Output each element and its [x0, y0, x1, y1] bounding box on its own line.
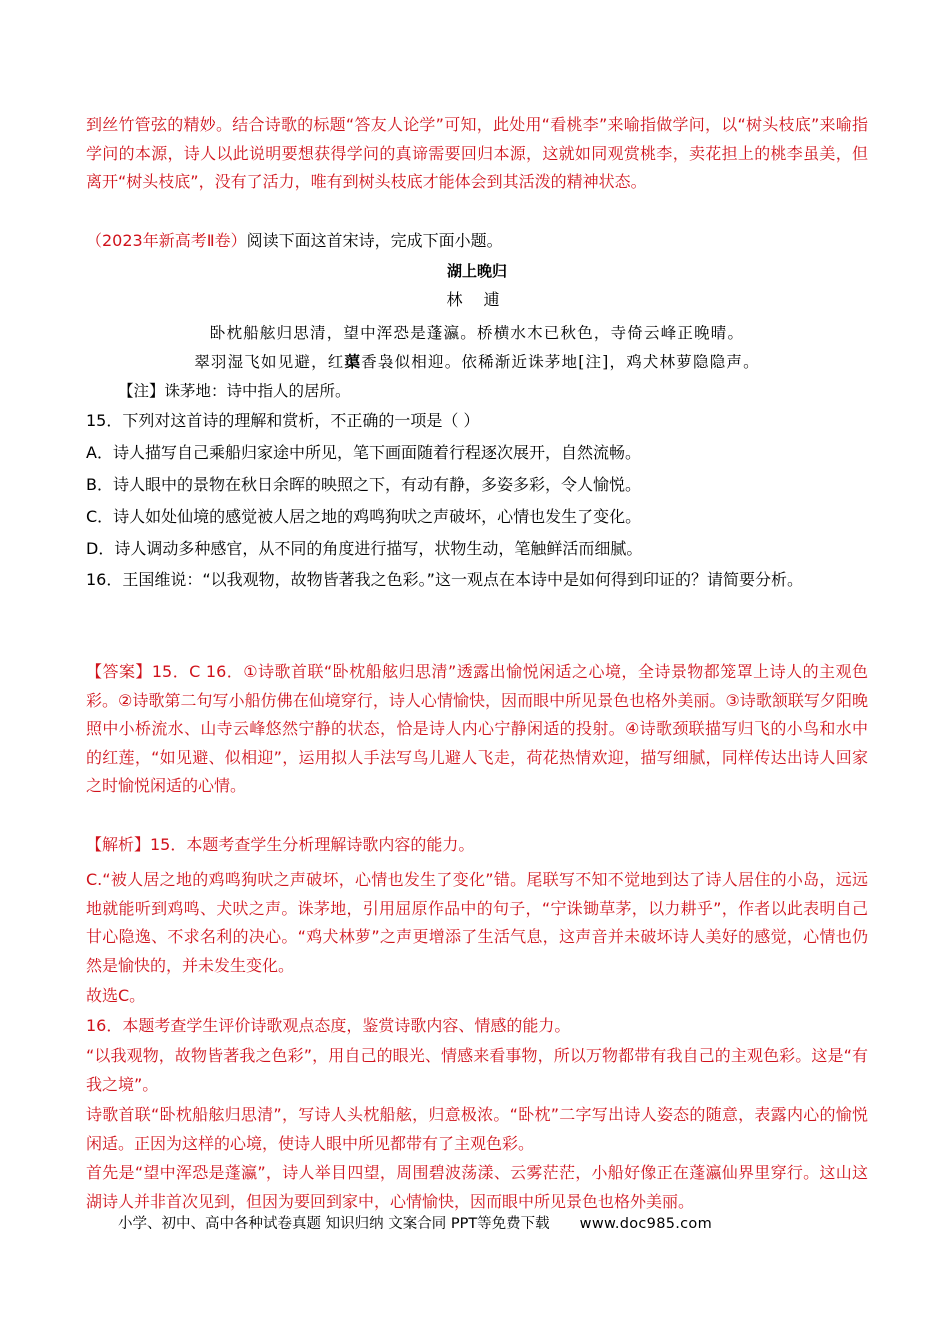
poem-title: 湖上晚归	[446, 262, 507, 280]
analysis-q16-title: 16．本题考查学生评价诗歌观点态度，鉴赏诗歌内容、情感的能力。	[86, 1016, 571, 1035]
poem-line-1: 卧枕船舷归思清，望中浑恐是蓬瀛。桥横水木已秋色，寺倚云峰正晚晴。	[209, 324, 745, 342]
poem-line-2-part-b: 香袅似相迎。依稀渐近诛茅地[注]，鸡犬林萝隐隐声。	[361, 353, 760, 371]
question-instruction: 阅读下面这首宋诗，完成下面小题。	[246, 231, 503, 250]
poem-note: 【注】诛茅地：诗中指人的居所。	[118, 382, 351, 400]
question-source: （2023年新高考Ⅱ卷）	[86, 231, 247, 250]
poem-line-2-part-a: 翠羽湿飞如见避，红	[194, 353, 345, 371]
intro-paragraph: 到丝竹管弦的精妙。结合诗歌的标题“答友人论学”可知，此处用“看桃李”来喻指做学问，以“树头枝底”来喻指学问的本源，诗人以此说明要想获得学问的真谛需要回归本源，这就如同观赏桃李，卖花担上的桃李虽美，但离开“树头枝底”，没有了活力，唯有到树头枝底才能体会到其活泼的精神状态。	[86, 115, 868, 191]
page-footer	[118, 1212, 712, 1233]
q15-option-a: A．诗人描写自己乘船归家途中所见，笔下画面随着行程逐次展开，自然流畅。	[86, 443, 641, 462]
analysis-label-line	[86, 831, 868, 860]
q16-stem: 16．王国维说：“以我观物，故物皆著我之色彩。”这一观点在本诗中是如何得到印证的？请简要分析。	[86, 570, 803, 589]
footer-text: 小学、初中、高中各种试卷真题 知识归纳 文案合同 PPT等免费下载	[118, 1216, 550, 1232]
analysis-q16-p3: 首先是“望中浑恐是蓬瀛”，诗人举目四望，周围碧波荡漾、云雾茫茫，小船好像正在蓬瀛仙界里穿行。这山这湖诗人并非首次见到，但因为要回到家中，心情愉快，因而眼中所见景色也格外美丽。	[86, 1163, 868, 1211]
question-header	[86, 227, 868, 256]
analysis-q15-title: 本题考查学生分析理解诗歌内容的能力。	[186, 835, 475, 854]
analysis-label: 【解析】15．	[86, 835, 187, 854]
poem-line-2	[86, 348, 868, 377]
poem-line-2-bold-char: 蕖	[344, 352, 362, 371]
analysis-q15-text: C.“被人居之地的鸡鸣狗吠之声破坏，心情也发生了变化”错。尾联写不知不觉地到达了诗人居住的小岛，远远地就能听到鸡鸣、犬吠之声。诛茅地，引用屈原作品中的句子，“宁诛锄草茅，以力耕乎”，作者以此表明自己甘心隐逸、不求名利的决心。“鸡犬林萝”之声更增添了生活气息，这声音并未破坏诗人美好的感觉，心情也仍然是愉快的，并未发生变化。	[86, 870, 868, 975]
poem-author: 林 逋	[446, 290, 508, 309]
footer-site-link[interactable]: www.doc985.com	[579, 1216, 713, 1232]
q15-stem: 15．下列对这首诗的理解和赏析，不正确的一项是（ ）	[86, 411, 480, 430]
q15-option-b: B．诗人眼中的景物在秋日余晖的映照之下，有动有静，多姿多彩，令人愉悦。	[86, 475, 641, 494]
analysis-q16-p2: 诗歌首联“卧枕船舷归思清”，写诗人头枕船舷，归意极浓。“卧枕”二字写出诗人姿态的随意，表露内心的愉悦闲适。正因为这样的心境，使诗人眼中所见都带有了主观色彩。	[86, 1105, 868, 1153]
q15-option-c: C．诗人如处仙境的感觉被人居之地的鸡鸣狗吠之声破坏，心情也发生了变化。	[86, 507, 642, 526]
answer-text: ①诗歌首联“卧枕船舷归思清”透露出愉悦闲适之心境，全诗景物都笼罩上诗人的主观色彩。②诗歌第二句写小船仿佛在仙境穿行，诗人心情愉快，因而眼中所见景色也格外美丽。③诗歌颔联写夕阳晚照中小桥流水、山寺云峰悠然宁静的状态，恰是诗人内心宁静闲适的投射。④诗歌颈联描写归飞的小鸟和水中的红莲，“如见避、似相迎”，运用拟人手法写鸟儿避人飞走，荷花热情欢迎，描写细腻，同样传达出诗人回家之时愉悦闲适的心情。	[86, 662, 868, 795]
analysis-q16-p1: “以我观物，故物皆著我之色彩”，用自己的眼光、情感来看事物，所以万物都带有我自己的主观色彩。这是“有我之境”。	[86, 1046, 868, 1094]
analysis-q15-choice: 故选C。	[86, 986, 146, 1005]
answer-label: 【答案】15．C 16．	[86, 662, 244, 681]
q15-option-d: D．诗人调动多种感官，从不同的角度进行描写，状物生动，笔触鲜活而细腻。	[86, 539, 643, 558]
answer-block	[86, 658, 868, 801]
